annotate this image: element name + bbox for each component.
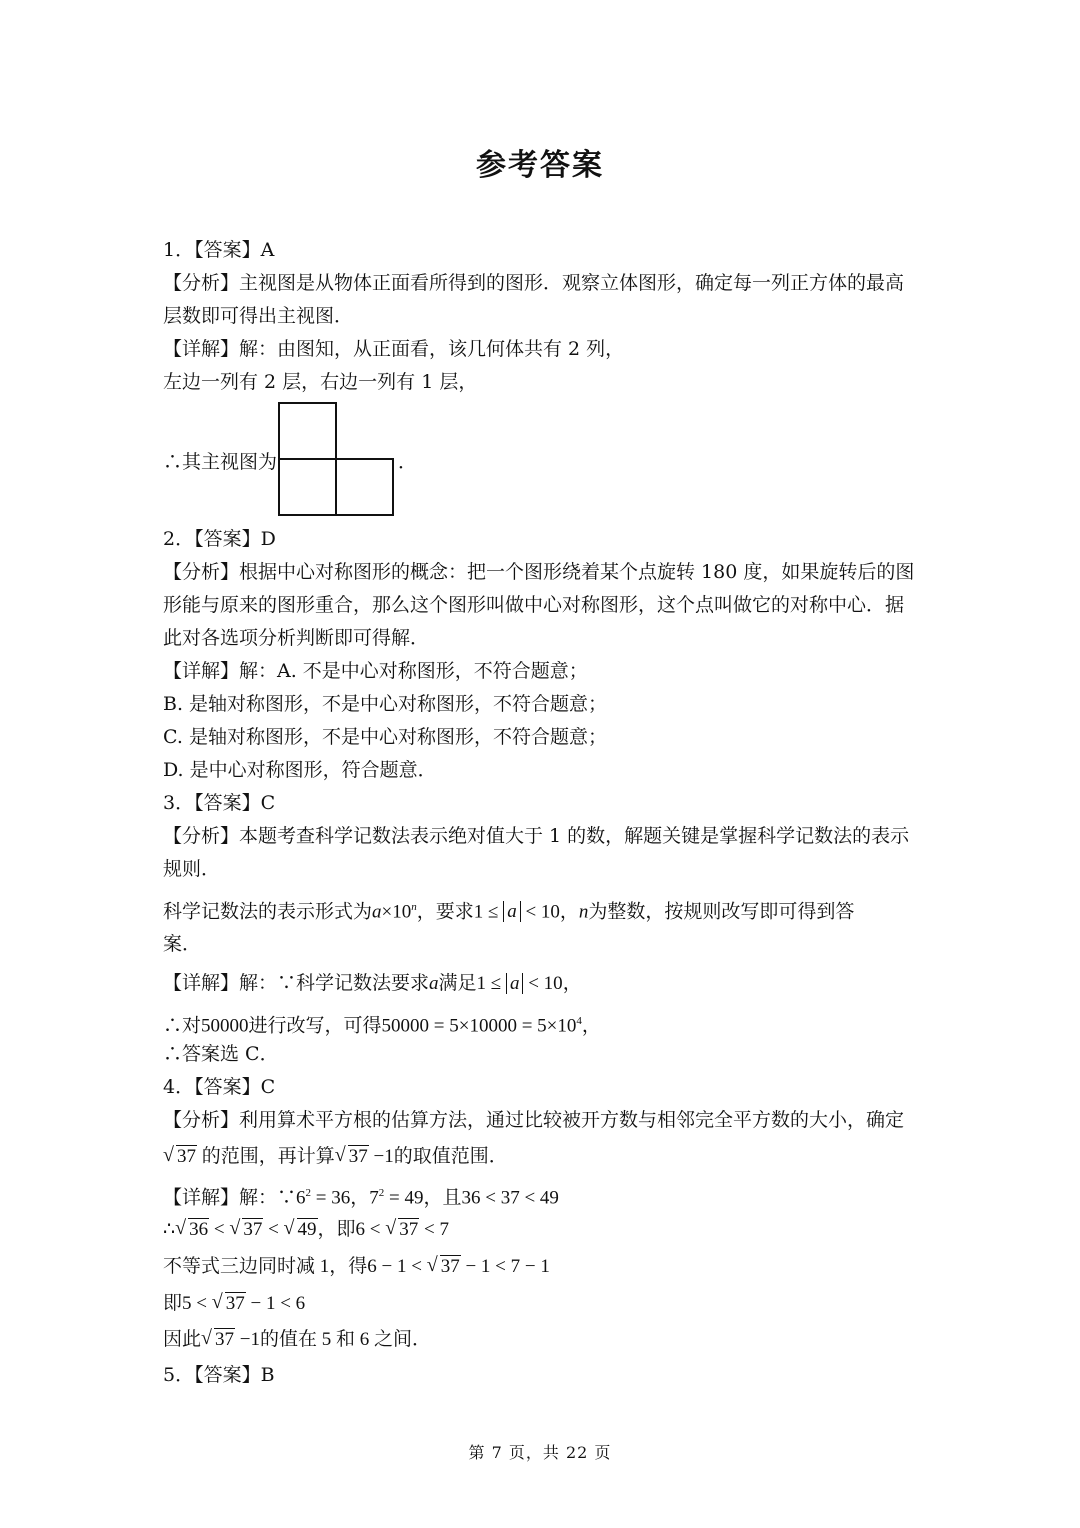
q4-step4-right: − 1 < 6 [245,1293,306,1314]
q4-step3-prefix: 不等式三边同时减 1，得 [163,1256,368,1277]
q3-analysis-line-2: 规则． [163,858,221,880]
q1-detail-line-1: 【详解】解：由图知，从正面看，该几何体共有 2 列， [163,338,625,360]
q4-step2-lt1: < [209,1219,230,1240]
q4-ineq: 36 < 37 < 49 [461,1187,559,1209]
q4-six-exp: 2 [305,1187,312,1199]
q4-step2-seven: < 7 [419,1219,449,1240]
front-view-bottom-right-square [336,459,393,515]
q1-answer: 1．【答案】A [163,239,275,261]
q3-detail-ineq-left: 1 ≤ [476,973,506,994]
q3-form-ineq-right: < 10 [520,901,560,923]
q3-rewrite-number: 50000 [201,1015,249,1037]
q1-conclusion-suffix: ． [398,451,418,473]
q4-range-mid: 的范围，再计算 [197,1146,335,1167]
q1-analysis-line-1: 【分析】主视图是从物体正面看所得到的图形．观察立体图形，确定每一列正方体的最高 [163,272,905,294]
q4-step2-therefore: ∴ [163,1219,176,1240]
q4-step5-line [163,1326,431,1354]
q4-analysis-line-2 [163,1143,508,1171]
q4-detail-line [163,1179,559,1212]
q3-form-times: ×10 [381,901,412,923]
q4-and: ，且 [423,1187,462,1209]
page-title: 参考答案 [476,148,604,183]
q3-analysis-line-1: 【分析】本题考查科学记数法表示绝对值大于 1 的数，解题关键是掌握科学记数法的表示 [163,825,910,847]
q3-final: ∴答案选 C． [163,1043,279,1065]
q4-answer: 4．【答案】C [163,1076,276,1098]
q3-detail-satisfy: 满足 [438,972,477,994]
q3-detail-prefix: 【详解】解：∵科学记数法要求 [163,972,430,994]
q3-detail-line [163,969,582,998]
q2-analysis-line-2: 形能与原来的图形重合，那么这个图形叫做中心对称图形，这个点叫做它的对称中心．据 [163,594,905,616]
q1-detail-line-2: 左边一列有 2 层，右边一列有 1 层， [163,371,478,393]
q4-analysis-line-1: 【分析】利用算术平方根的估算方法，通过比较被开方数与相邻完全平方数的大小，确定 [163,1109,905,1131]
q2-detail-line-3: C. 是轴对称图形，不是中心对称图形，不符合题意； [163,726,607,748]
q4-step2-six: 6 < [355,1219,386,1240]
q4-six: 6 [296,1187,306,1209]
q4-step4-prefix: 即 [163,1293,183,1314]
q3-detail-ineq-right: < 10 [523,973,563,994]
q4-sqrt-37-a: √ 37 [163,1143,197,1171]
q3-rewrite-equation: 50000 = 5×10000 = 5×10 [381,1015,577,1037]
q3-form-require: ，要求 [416,900,474,923]
q4-seven-exp: 2 [378,1187,385,1199]
q4-six-val: = 36 [311,1187,351,1209]
q3-form-exponent: n [411,901,417,913]
q3-rewrite-exponent: 4 [576,1015,582,1027]
q4-step2-mid: ，即 [317,1219,356,1240]
q4-sqrt-37-f: √ 37 [212,1290,246,1318]
q4-sqrt-37-g: √ 37 [201,1326,235,1354]
q1-analysis-line-2: 层数即可得出主视图． [163,305,354,327]
q4-sqrt-37-e: √ 37 [427,1253,461,1281]
q3-rewrite-line [163,1007,601,1040]
front-view-bottom-left-square [279,459,336,515]
q5-answer: 5．【答案】B [163,1364,275,1386]
q3-form-comma: ， [559,900,579,923]
q3-form-prefix: 科学记数法的表示形式为 [163,900,373,923]
q4-seven-val: = 49 [384,1187,424,1209]
q3-form-end: 案． [163,933,202,955]
q4-seven: 7 [369,1187,379,1209]
q4-sep: ， [350,1187,370,1209]
q2-analysis-line-1: 【分析】根据中心对称图形的概念：把一个图形绕着某个点旋转 180 度，如果旋转后的图 [163,561,915,583]
q4-step4-left: 5 < [182,1293,212,1314]
q4-sqrt-37-b: √ 37 [335,1143,369,1171]
q4-step3-right: − 1 < 7 − 1 [460,1256,550,1277]
q4-step5-prefix: 因此 [163,1329,202,1350]
q3-form-abs-a: a [503,901,521,922]
q4-sqrt-37-d: √ 37 [385,1216,419,1244]
q4-step5-minus: −1 [235,1329,260,1350]
q3-form-a: a [372,901,382,923]
q4-sqrt-49: √ 49 [284,1216,318,1244]
q4-step4-line [163,1290,305,1318]
q3-rewrite-prefix: ∴对 [163,1014,202,1037]
q3-form-suffix: 为整数，按规则改写即可得到答 [588,900,855,923]
q2-detail-line-4: D. 是中心对称图形，符合题意． [163,759,437,781]
q4-step3-left: 6 − 1 < [367,1256,427,1277]
q3-detail-comma: ， [562,972,582,994]
q3-form-n: n [578,901,589,923]
q4-step3-line [163,1253,550,1281]
q3-answer: 3．【答案】C [163,792,276,814]
q3-form-line [163,893,854,926]
q3-rewrite-end: ， [581,1014,601,1037]
q2-detail-line-2: B. 是轴对称图形，不是中心对称图形，不符合题意； [163,693,608,715]
q4-range-end: 的取值范围． [393,1146,508,1167]
q2-detail-line-1: 【详解】解：A. 不是中心对称图形，不符合题意； [163,660,588,682]
front-view-top-square [279,403,336,459]
page-footer: 第 7 页，共 22 页 [468,1443,612,1462]
q4-detail-prefix: 【详解】解：∵ [163,1187,297,1209]
q3-form-ineq-left: 1 ≤ [473,901,504,923]
q4-step2-lt2: < [263,1219,284,1240]
q3-rewrite-mid: 进行改写，可得 [248,1014,382,1037]
q2-analysis-line-3: 此对各选项分析判断即可得解． [163,627,430,649]
q4-step2-line [163,1216,449,1244]
q3-detail-abs-a: a [506,973,524,994]
q4-sqrt-36: √ 36 [175,1216,209,1244]
q4-sqrt-37-c: √ 37 [229,1216,263,1244]
q4-range-minus: −1 [368,1146,394,1167]
q1-conclusion-prefix: ∴其主视图为 [163,451,278,473]
q2-answer: 2．【答案】D [163,528,276,550]
q3-detail-a: a [429,973,439,994]
q4-step5-end: 的值在 5 和 6 之间． [259,1329,431,1350]
